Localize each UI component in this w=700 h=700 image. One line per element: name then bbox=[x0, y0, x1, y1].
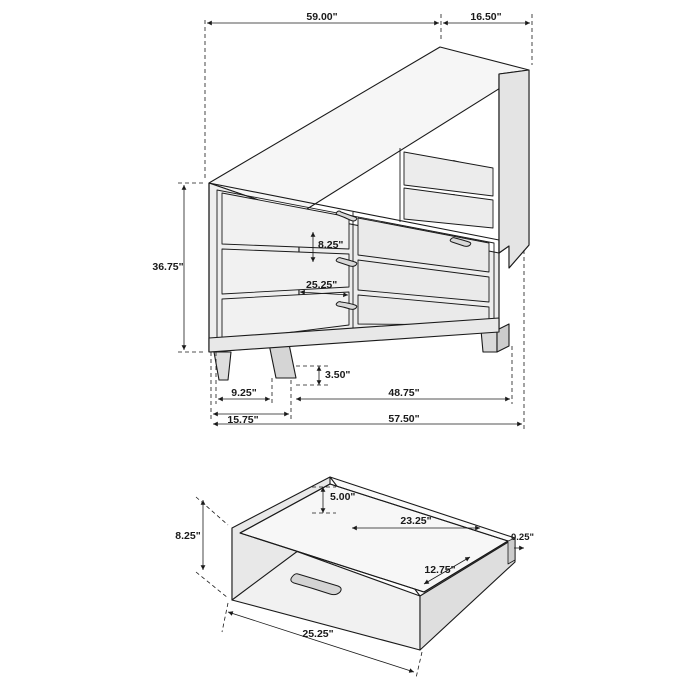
ext-2525b-l bbox=[222, 603, 228, 632]
label-3675: 36.75" bbox=[152, 261, 184, 273]
drawer-illustration bbox=[232, 477, 515, 650]
dresser-right-side-lower bbox=[499, 70, 529, 268]
ext-825b-top bbox=[196, 497, 228, 525]
label-500: 5.00" bbox=[330, 491, 356, 503]
label-025: 0.25" bbox=[511, 532, 534, 543]
ext-2525b-r bbox=[416, 652, 422, 678]
upper-right-drawers bbox=[404, 152, 493, 228]
label-5750: 57.50" bbox=[388, 413, 420, 425]
label-825: 8.25" bbox=[318, 239, 344, 251]
label-1275: 12.75" bbox=[424, 564, 456, 576]
dresser-center-foot bbox=[269, 344, 296, 378]
label-59: 59.00" bbox=[306, 11, 338, 23]
label-1650: 16.50" bbox=[470, 11, 502, 23]
label-2525: 25.25" bbox=[306, 279, 338, 291]
left-drawer-column bbox=[222, 193, 349, 341]
label-2325: 23.25" bbox=[400, 515, 432, 527]
dresser-illustration bbox=[209, 47, 529, 380]
label-825b: 8.25" bbox=[175, 530, 201, 542]
label-350: 3.50" bbox=[325, 369, 351, 381]
label-2525b: 25.25" bbox=[302, 628, 334, 640]
ext-825b-bot bbox=[196, 572, 228, 598]
label-4875: 48.75" bbox=[388, 387, 420, 399]
label-1575: 15.75" bbox=[227, 414, 259, 426]
label-925: 9.25" bbox=[231, 387, 257, 399]
dresser-left-foot bbox=[214, 352, 231, 380]
